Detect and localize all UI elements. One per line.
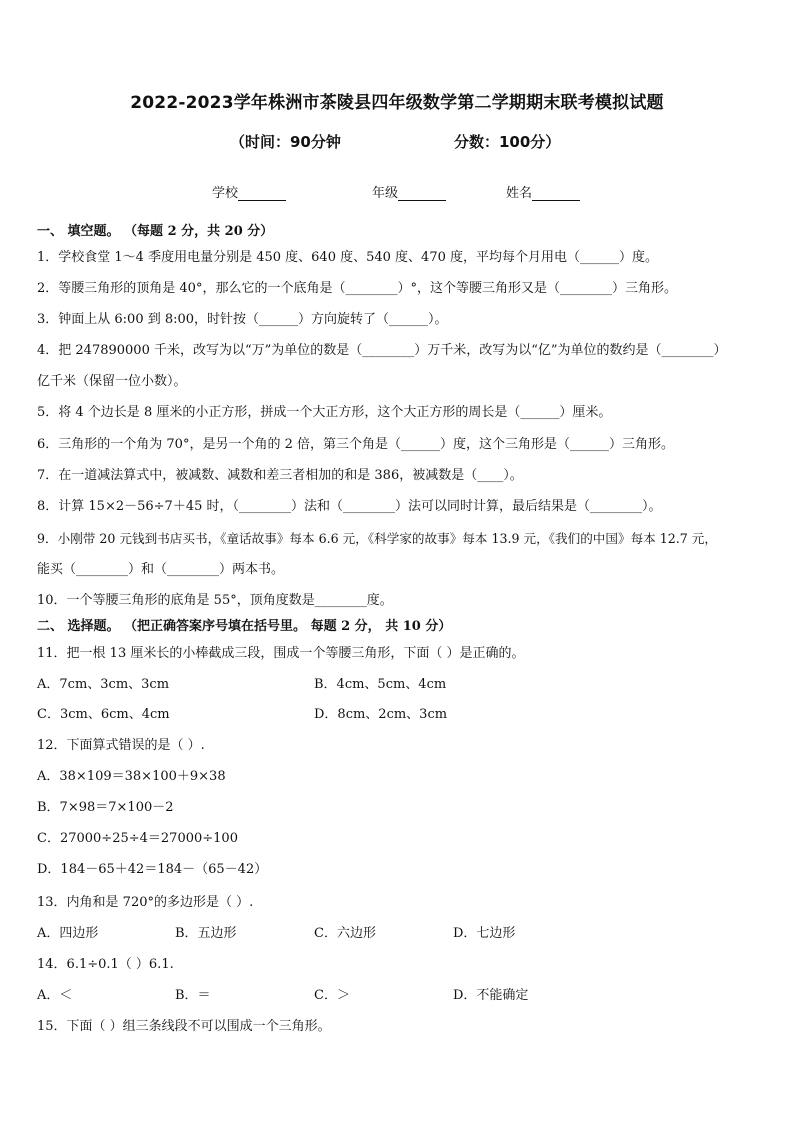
q11-option-a[interactable]: A．7cm、3cm、3cm <box>37 677 170 692</box>
q14-option-b[interactable]: B．＝ <box>175 988 211 1003</box>
school-label: 学校 <box>212 186 239 201</box>
exam-time: （时间：90分钟 <box>230 133 341 151</box>
school-field <box>212 182 286 201</box>
question-12: 12．下面算式错误的是（ ）. <box>37 738 205 753</box>
section-1-heading: 一、 填空题。 （每题 2 分，共 20 分） <box>37 224 274 239</box>
question-9-line-2: 能买（________）和（________）两本书。 <box>37 562 285 577</box>
question-9-line-1: 9．小刚带 20 元钱到书店买书，《童话故事》每本 6.6 元，《科学家的故事》每本 13.9 元，《我们的中国》每本 12.7 元， <box>37 531 717 546</box>
exam-score: 分数：100分） <box>454 133 561 151</box>
section-2-heading: 二、 选择题。 （把正确答案序号填在括号里。 每题 2 分， 共 10 分） <box>37 619 452 634</box>
q11-option-b[interactable]: B．4cm、5cm、4cm <box>314 677 447 692</box>
question-3: 3．钟面上从 6:00 到 8:00，时针按（______）方向旋转了（______）。 <box>37 312 448 327</box>
question-4-line-2: 亿千米（保留一位小数）。 <box>37 374 187 389</box>
name-blank[interactable] <box>532 186 580 201</box>
question-14: 14．6.1÷0.1（ ）6.1. <box>37 957 174 972</box>
q14-option-d[interactable]: D．不能确定 <box>453 988 529 1003</box>
q13-option-d[interactable]: D．七边形 <box>453 926 516 941</box>
question-15: 15．下面（ ）组三条线段不可以围成一个三角形。 <box>37 1019 331 1034</box>
q12-option-c[interactable]: C．27000÷25÷4＝27000÷100 <box>37 831 238 846</box>
grade-blank[interactable] <box>398 186 446 201</box>
question-6: 6．三角形的一个角为 70°，是另一个角的 2 倍，第三个角是（______）度，这个三角形是（______）三角形。 <box>37 437 674 452</box>
question-1: 1．学校食堂 1～4 季度用电量分别是 450 度、640 度、540 度、470 度，平均每个月用电（______）度。 <box>37 250 658 265</box>
question-4-line-1: 4．把 247890000 千米，改写为以“万”为单位的数是（________）万千米，改写为以“亿”为单位的数约是（________） <box>37 343 727 358</box>
question-5: 5．将 4 个边长是 8 厘米的小正方形，拼成一个大正方形，这个大正方形的周长是（______）厘米。 <box>37 405 612 420</box>
question-7: 7．在一道减法算式中，被减数、减数和差三者相加的和是 386，被减数是（____）。 <box>37 468 523 483</box>
question-11: 11．把一根 13 厘米长的小棒截成三段，围成一个等腰三角形，下面（ ）是正确的。 <box>37 646 525 661</box>
q12-option-a[interactable]: A．38×109＝38×100＋9×38 <box>37 769 226 784</box>
question-10: 10．一个等腰三角形的底角是 55°，顶角度数是________度。 <box>37 593 393 608</box>
q14-option-c[interactable]: C．＞ <box>314 988 350 1003</box>
q11-option-c[interactable]: C．3cm、6cm、4cm <box>37 707 170 722</box>
q13-option-b[interactable]: B．五边形 <box>175 926 237 941</box>
q12-option-d[interactable]: D．184－65＋42＝184－（65－42） <box>37 862 268 877</box>
q13-option-a[interactable]: A．四边形 <box>37 926 99 941</box>
q13-option-c[interactable]: C．六边形 <box>314 926 376 941</box>
q11-option-d[interactable]: D．8cm、2cm、3cm <box>314 707 448 722</box>
grade-label: 年级 <box>372 186 399 201</box>
name-field <box>506 182 580 201</box>
q12-option-b[interactable]: B．7×98＝7×100－2 <box>37 800 174 815</box>
question-8: 8．计算 15×2－56÷7＋45 时，（________）法和（________）法可以同时计算，最后结果是（________）。 <box>37 499 662 514</box>
page-title: 2022-2023学年株洲市茶陵县四年级数学第二学期期末联考模拟试题 <box>130 93 664 113</box>
name-label: 姓名 <box>506 186 533 201</box>
grade-field <box>372 182 446 201</box>
question-2: 2．等腰三角形的顶角是 40°，那么它的一个底角是（________）°，这个等腰三角形又是（________）三角形。 <box>37 281 677 296</box>
q14-option-a[interactable]: A．＜ <box>37 988 73 1003</box>
question-13: 13．内角和是 720°的多边形是（ ）. <box>37 895 254 910</box>
school-blank[interactable] <box>238 186 286 201</box>
